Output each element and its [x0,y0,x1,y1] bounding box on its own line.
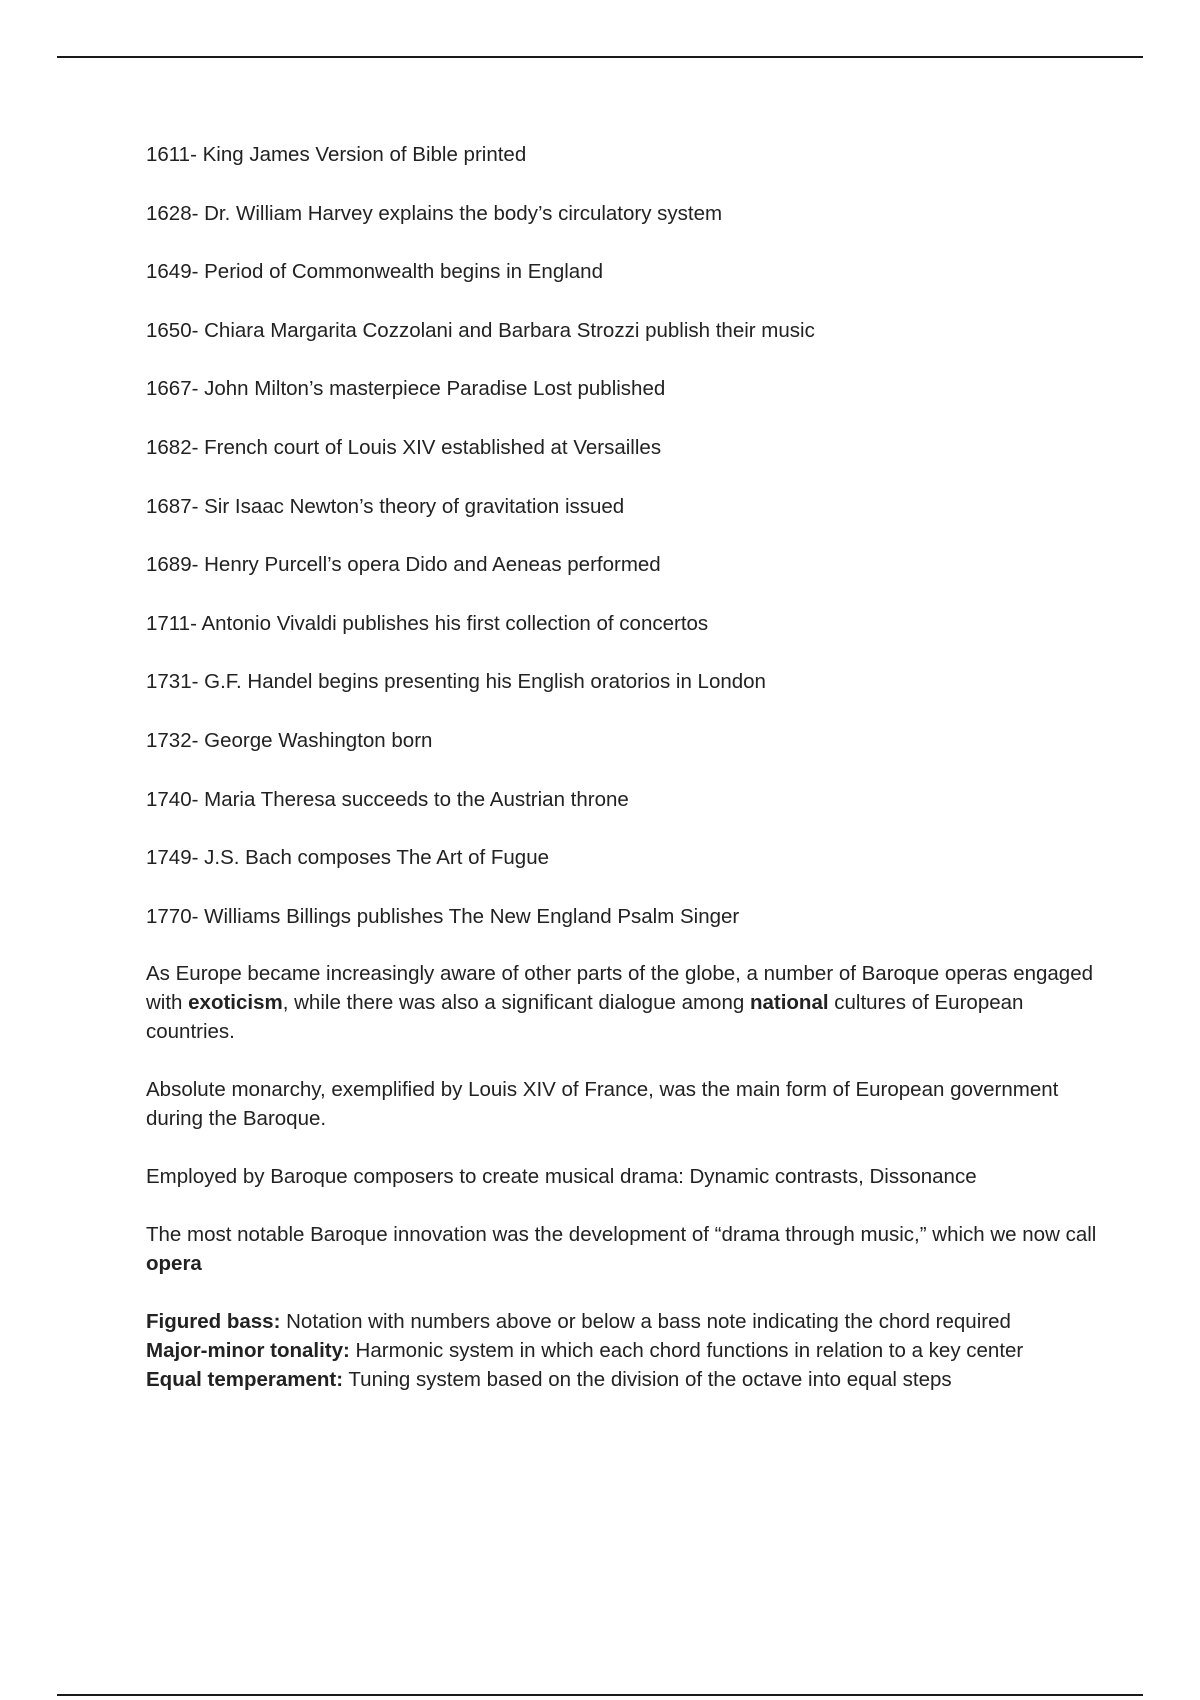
monarchy-paragraph: Absolute monarchy, exemplified by Louis XIV of France, was the main form of European government during the Baroque. [146,1078,1059,1131]
definition-term: Equal temperament: [146,1368,344,1392]
exoticism-text-1: As Europe became increasingly aware of other parts of the globe, a number of Baroque operas engaged with [146,962,1094,1015]
timeline-item: 1711- Antonio Vivaldi publishes his first collection of concertos [146,611,709,635]
definition-equal-temperament [146,1365,1106,1394]
opera-text: The most notable Baroque innovation was the development of “drama through music,” which we now call [146,1223,1097,1247]
exoticism-paragraph [146,959,1106,1046]
exoticism-text-3: cultures of European countries. [146,991,1024,1044]
exoticism-keyword: exoticism [188,991,283,1015]
top-rule [57,56,1143,58]
timeline-item: 1749- J.S. Bach composes The Art of Fugue [146,846,550,870]
definitions-block [146,1307,1106,1394]
timeline-list [146,143,1106,963]
definition-term: Major-minor tonality: [146,1339,350,1363]
definition-term: Figured bass: [146,1310,281,1334]
drama-paragraph: Employed by Baroque composers to create musical drama: Dynamic contrasts, Dissonance [146,1165,977,1189]
timeline-item: 1770- Williams Billings publishes The New England Psalm Singer [146,904,740,928]
timeline-item: 1731- G.F. Handel begins presenting his English oratorios in London [146,670,766,694]
timeline-item: 1628- Dr. William Harvey explains the body’s circulatory system [146,201,723,225]
definition-text: Tuning system based on the division of the octave into equal steps [343,1368,952,1392]
national-keyword: national [749,991,829,1015]
definition-text: Harmonic system in which each chord functions in relation to a key center [349,1339,1024,1363]
exoticism-text-2: , while there was also a significant dialogue among [282,991,750,1015]
timeline-item: 1649- Period of Commonwealth begins in England [146,260,603,284]
timeline-item: 1650- Chiara Margarita Cozzolani and Barbara Strozzi publish their music [146,318,815,342]
definition-major-minor-tonality [146,1336,1106,1365]
definition-figured-bass [146,1307,1106,1336]
opera-paragraph [146,1220,1106,1278]
timeline-item: 1732- George Washington born [146,728,433,752]
opera-keyword: opera [146,1252,202,1276]
timeline-item: 1740- Maria Theresa succeeds to the Austrian throne [146,787,629,811]
timeline-item: 1687- Sir Isaac Newton’s theory of gravitation issued [146,494,625,518]
page-content [146,143,1106,1394]
bottom-rule [57,1694,1143,1696]
timeline-item: 1689- Henry Purcell’s opera Dido and Aeneas performed [146,553,661,577]
timeline-item: 1682- French court of Louis XIV established at Versailles [146,435,662,459]
timeline-item: 1611- King James Version of Bible printed [146,143,527,166]
definition-text: Notation with numbers above or below a bass note indicating the chord required [280,1310,1011,1334]
timeline-item: 1667- John Milton’s masterpiece Paradise Lost published [146,377,666,401]
